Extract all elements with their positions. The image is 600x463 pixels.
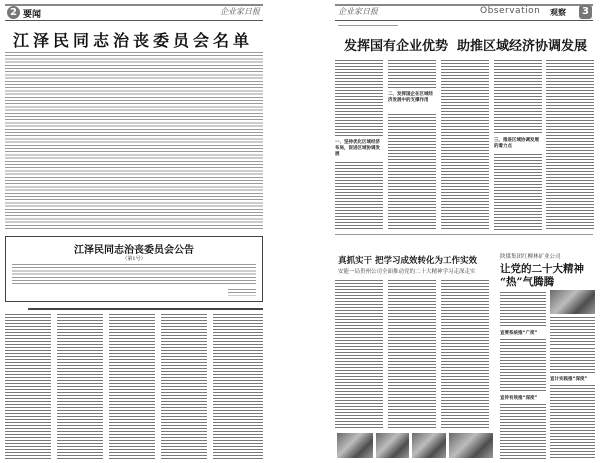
subhead-1: 一、坚持优化区域经济布局，促进区域协调发展 [335, 140, 383, 158]
masthead-logo: 企业家日报 [220, 7, 260, 16]
masthead-logo: 企业家日报 [338, 7, 378, 16]
lower-article-col-1 [5, 314, 51, 460]
story3-col-1c [500, 404, 546, 460]
story3-subhead-1: 宣要系统推“广度” [500, 331, 538, 336]
subhead-2: 二、发挥国企在区域经济发展中的支撑作用 [388, 92, 436, 104]
committee-names-text [5, 52, 263, 230]
section-label: 观察 [550, 8, 566, 17]
photo-2 [376, 433, 409, 458]
notice-title: 江泽民同志治丧委员会公告 [74, 245, 194, 256]
lower-article-col-5 [213, 314, 263, 460]
col-2 [388, 60, 436, 90]
tag-line [338, 25, 398, 28]
headline: 发挥国有企业优势 助推区域经济协调发展 [344, 39, 588, 54]
col-1b [335, 162, 383, 230]
story3-subhead-2: 宣传有效推“深度” [500, 396, 538, 401]
photo-3 [412, 433, 446, 458]
col-2b [388, 114, 436, 230]
notice-number: （第1号） [122, 256, 146, 262]
right-page [300, 0, 600, 463]
lower-article-col-4 [161, 314, 207, 460]
notice-box [5, 236, 263, 302]
story3-kicker: 陕煤集团红柳林矿业公司 [500, 254, 561, 260]
photo-1 [337, 433, 373, 458]
story3-col-2a [550, 317, 595, 345]
story3-subhead-3: 宣计实践推“深度” [550, 377, 588, 382]
photo-4 [449, 433, 493, 458]
subhead-3: 三、推进区域协调发展的着力点 [494, 138, 542, 150]
col-4b [494, 154, 542, 230]
col-4 [494, 60, 542, 135]
story3-photo [550, 290, 595, 314]
story3-headline-1: 让党的二十大精神 [500, 263, 584, 275]
section-label: 要闻 [23, 10, 42, 20]
story2-subtitle: 安能一局贵州公司全面推动党的二十大精神学习走深走实 [338, 269, 476, 275]
story2-headline: 真抓实干 把学习成效转化为工作实效 [338, 256, 477, 266]
story2-col-3 [441, 280, 489, 428]
col-5 [546, 60, 594, 230]
lower-article-col-2 [57, 314, 103, 460]
story2-col-1 [335, 280, 383, 428]
lower-article-col-3 [109, 314, 155, 460]
story3-col-2b [550, 348, 595, 374]
section-label-en: Observation [480, 6, 541, 16]
col-3 [441, 60, 489, 230]
notice-signature [228, 289, 256, 296]
story3-headline-2: “热”气腾腾 [500, 276, 555, 288]
col-1 [335, 60, 383, 138]
story3-col-2c [550, 385, 595, 460]
headline: 江泽民同志治丧委员会名单 [13, 31, 254, 50]
story3-col-1a [500, 292, 546, 328]
page-number-badge: 3 [579, 5, 592, 19]
page-number-badge: 2 [7, 6, 20, 19]
story3-col-1b [500, 339, 546, 393]
notice-body [12, 264, 256, 286]
story2-col-2 [388, 280, 436, 428]
